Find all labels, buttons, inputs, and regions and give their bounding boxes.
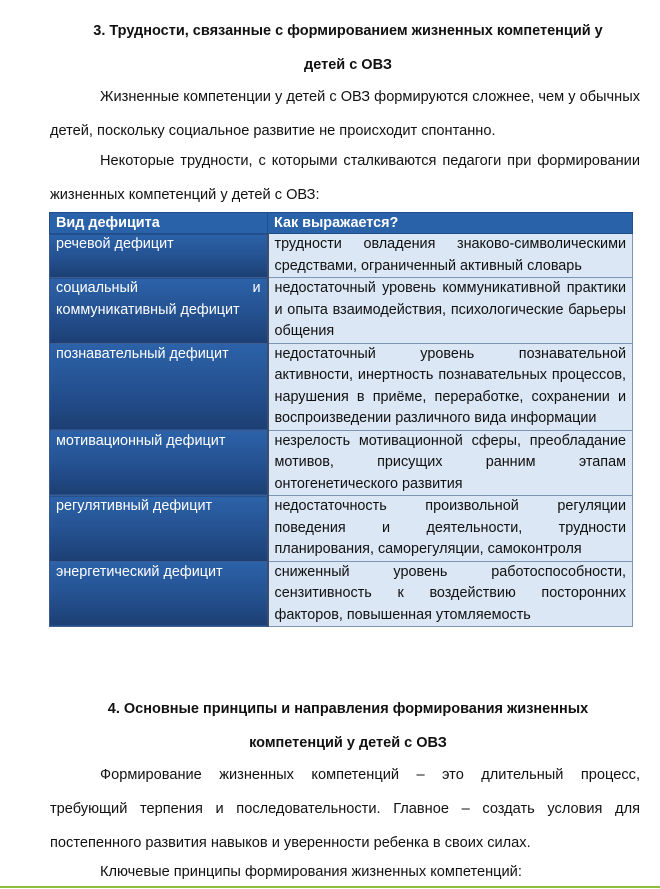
table-row (50, 343, 633, 430)
deficit-type-cell: познавательный дефицит (50, 343, 268, 430)
section-3-paragraph-1-text: Жизненные компетенции у детей с ОВЗ формируются сложнее, чем у обычных детей, поскольку социальное развитие не происходит спонтанно. (50, 89, 640, 139)
table-row (50, 430, 633, 496)
section-4-heading-line-1: 4. Основные принципы и направления формирования жизненных (107, 701, 589, 717)
section-4-heading (50, 692, 646, 760)
table-row (50, 496, 633, 562)
section-3-paragraph-2-text: Некоторые трудности, с которыми сталкиваются педагоги при формировании жизненных компетенций у детей с ОВЗ: (50, 153, 640, 203)
header-deficit-type: Вид дефицита (50, 213, 268, 234)
table-row (50, 278, 633, 344)
deficit-expression-cell: недостаточность произвольной регуляции поведения и деятельности, трудности планирования, саморегуляции, самоконтроля (268, 496, 633, 562)
section-4-paragraph-1 (50, 758, 640, 860)
deficit-expression-cell: трудности овладения знаково-символическими средствами, ограниченный активный словарь (268, 234, 633, 278)
section-3-heading-line-2: детей с ОВЗ (304, 57, 392, 73)
deficit-table (49, 212, 633, 627)
section-4-paragraph-1-text: Формирование жизненных компетенций – это длительный процесс, требующий терпения и последовательности. Главное – создать условия для постепенного развития навыков и уверенности ребенка в своих силах. (50, 767, 640, 851)
table-row (50, 234, 633, 278)
header-expression: Как выражается? (268, 213, 633, 234)
table-row (50, 561, 633, 627)
deficit-expression-cell: недостаточный уровень познавательной активности, инертность познавательных процессов, нарушения в приёме, переработке, сохранении и воспроизведении различного вида информации (268, 343, 633, 430)
deficit-type-cell: мотивационный дефицит (50, 430, 268, 496)
section-3-heading (50, 14, 646, 82)
table-header-row (50, 213, 633, 234)
deficit-type-cell: речевой дефицит (50, 234, 268, 278)
section-3-heading-line-1: 3. Трудности, связанные с формированием жизненных компетенций у (93, 23, 603, 39)
deficit-expression-cell: недостаточный уровень коммуникативной практики и опыта взаимодействия, психологические барьеры общения (268, 278, 633, 344)
section-4-paragraph-2: Ключевые принципы формирования жизненных компетенций: (100, 864, 522, 880)
section-3-paragraph-2 (50, 144, 640, 212)
deficit-expression-cell: сниженный уровень работоспособности, сензитивность к воздействию посторонних факторов, повышенная утомляемость (268, 561, 633, 627)
deficit-type-cell: регулятивный дефицит (50, 496, 268, 562)
section-4-heading-line-2: компетенций у детей с ОВЗ (249, 735, 447, 751)
section-3-paragraph-1 (50, 80, 640, 148)
deficit-expression-cell: незрелость мотивационной сферы, преобладание мотивов, присущих ранним этапам онтогенетического развития (268, 430, 633, 496)
deficit-type-cell: энергетический дефицит (50, 561, 268, 627)
deficit-type-cell: социальный и коммуникативный дефицит (50, 278, 268, 344)
